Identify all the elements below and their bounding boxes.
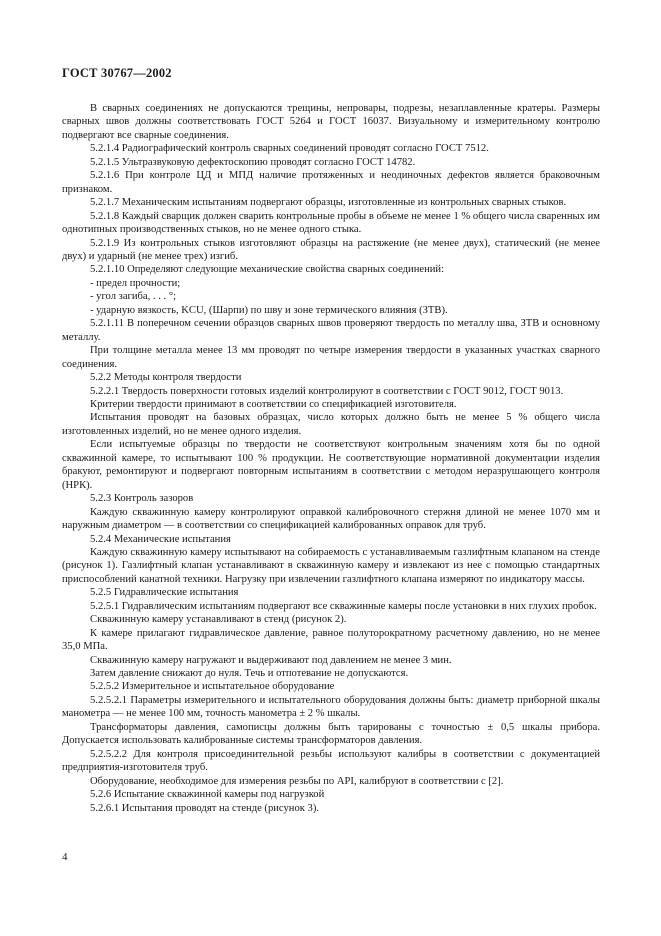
paragraph: 5.2.1.4 Радиографический контроль сварных соединений проводят согласно ГОСТ 7512. xyxy=(90,143,489,155)
paragraph: Критерии твердости принимают в соответствии со спецификацией изготовителя. xyxy=(90,398,457,410)
paragraph: 5.2.1.8 Каждый сварщик должен сварить контрольные пробы в объеме не менее 1 % общего числа сваренных им однотипных производственных стыков, но не менее одного стыка. xyxy=(62,210,600,236)
section-heading: 5.2.5.2 Измерительное и испытательное оборудование xyxy=(90,681,335,693)
paragraph: К камере прилагают гидравлическое давление, равное полуторократному расчетному давлению, но не менее 35,0 МПа. xyxy=(62,627,600,653)
paragraph: Оборудование, необходимое для измерения резьбы по API, калибруют в соответствии с [2]. xyxy=(90,775,504,787)
page-number: 4 xyxy=(62,851,68,863)
list-item: - предел прочности; xyxy=(90,277,181,289)
paragraph: 5.2.1.11 В поперечном сечении образцов сварных швов проверяют твердость по металлу шва, ЗТВ и основному металлу. xyxy=(62,318,600,343)
paragraph: 5.2.5.2.1 Параметры измерительного и испытательного оборудования должны быть: диаметр приборной шкалы манометра — не менее 100 мм, точность манометра ± 2 % шкалы. xyxy=(62,694,600,720)
list-item: - ударную вязкость, KCU, (Шарпи) по шву и зоне термического влияния (ЗТВ). xyxy=(90,304,448,316)
section-heading: 5.2.2 Методы контроля твердости xyxy=(90,372,242,384)
paragraph: Затем давление снижают до нуля. Течь и отпотевание не допускаются. xyxy=(90,668,409,680)
section-heading: 5.2.5 Гидравлические испытания xyxy=(90,587,239,599)
paragraph: 5.2.6.1 Испытания проводят на стенде (рисунок 3). xyxy=(90,802,320,814)
section-heading: 5.2.3 Контроль зазоров xyxy=(90,493,194,505)
paragraph: 5.2.5.1 Гидравлическим испытаниям подвергают все скважинные камеры после установки в них глухих пробок. xyxy=(90,600,597,612)
paragraph: В сварных соединениях не допускаются трещины, непровары, подрезы, незаплавленные кратеры. Размеры сварных швов должны соответствовать ГОСТ 5264 и ГОСТ 16037. Визуальному и измерительному контролю подвергают все сварные соединения. xyxy=(62,103,600,141)
paragraph: Каждую скважинную камеру контролируют оправкой калибровочного стержня длиной не менее 1070 мм и наружным диаметром — в соответствии со спецификацией калиброванных оправок для труб. xyxy=(62,506,600,532)
paragraph: Испытания проводят на базовых образцах, число которых должно быть не менее 5 % общего числа изготовленных изделий, но не менее одного изделия. xyxy=(62,412,600,437)
paragraph: 5.2.5.2.2 Для контроля присоединительной резьбы используют калибры в соответствии с документацией предприятия-изготовителя труб. xyxy=(62,748,600,774)
paragraph: Если испытуемые образцы по твердости не соответствуют контрольным значениям хотя бы по одной скважинной камере, то испытывают 100 % продукции. Не соответствующие нормативной документации изделия бракуют, ремонтируют и подвергают повторным испытаниям в соответствии с методом неразрушающего контроля (НРК). xyxy=(62,439,600,491)
paragraph: Скважинную камеру нагружают и выдерживают под давлением не менее 3 мин. xyxy=(90,654,452,666)
section-heading: 5.2.4 Механические испытания xyxy=(90,533,231,545)
paragraph: Скважинную камеру устанавливают в стенд (рисунок 2). xyxy=(90,614,347,626)
document-header: ГОСТ 30767—2002 xyxy=(62,66,172,80)
paragraph: 5.2.1.6 При контроле ЦД и МПД наличие протяженных и неодиночных дефектов является браковочным признаком. xyxy=(62,170,600,195)
document-body xyxy=(62,102,600,815)
paragraph: 5.2.1.10 Определяют следующие механические свойства сварных соединений: xyxy=(90,264,445,276)
section-heading: 5.2.6 Испытание скважинной камеры под нагрузкой xyxy=(90,789,325,801)
list-item: - угол загиба, . . . °; xyxy=(90,291,177,303)
paragraph: 5.2.2.1 Твердость поверхности готовых изделий контролируют в соответствии с ГОСТ 9012, ГОСТ 9013. xyxy=(90,385,564,397)
paragraph: При толщине металла менее 13 мм проводят по четыре измерения твердости в указанных участках сварного соединения. xyxy=(62,345,600,370)
paragraph: 5.2.1.9 Из контрольных стыков изготовляют образцы на растяжение (не менее двух), статический (не менее двух) и ударный (не менее трех) изгиб. xyxy=(62,237,600,262)
paragraph: Трансформаторы давления, самописцы должны быть тарированы с точностью ± 0,5 шкалы прибора. Допускается использовать калиброванные системы трансформаторов давления. xyxy=(62,721,600,747)
paragraph: 5.2.1.5 Ультразвуковую дефектоскопию проводят согласно ГОСТ 14782. xyxy=(90,156,416,168)
paragraph: Каждую скважинную камеру испытывают на собираемость с устанавливаемым газлифтным клапаном на стенде (рисунок 1). Газлифтный клапан устанавливают в скважинную камеру и извлекают из нее с помощью стандартных приспособлений канатной техники. Нагрузку при извлечении газлифтного клапана измеряют по индикатору массы. xyxy=(62,546,600,585)
paragraph: 5.2.1.7 Механическим испытаниям подвергают образцы, изготовленные из контрольных сварных стыков. xyxy=(90,197,567,209)
